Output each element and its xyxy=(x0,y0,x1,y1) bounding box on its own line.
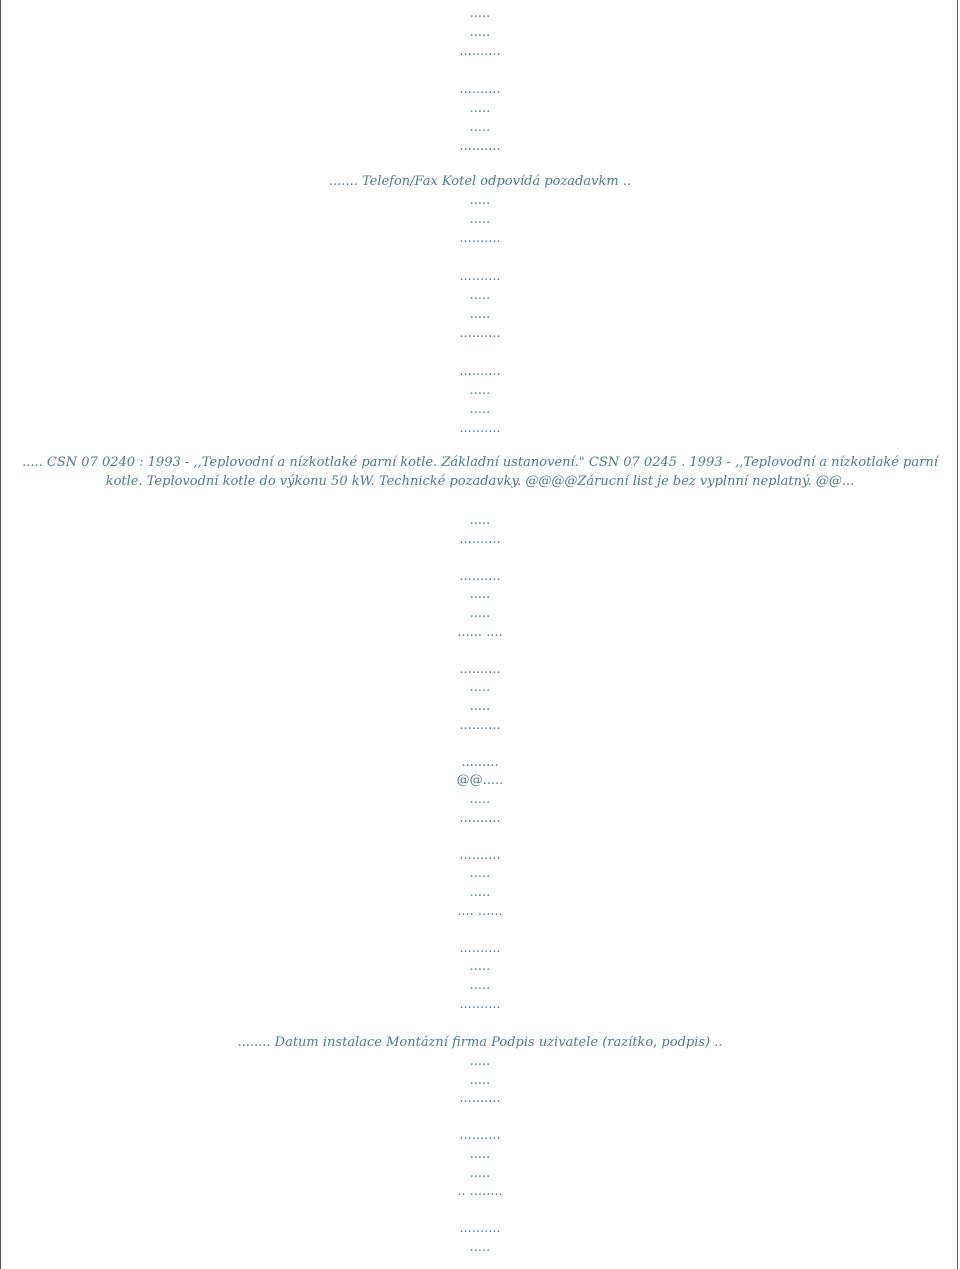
dot-line: ..... xyxy=(469,1054,491,1069)
dot-line: ..... xyxy=(469,885,491,900)
dot-line: .......... xyxy=(459,1221,501,1237)
dot-line: .......... xyxy=(459,568,501,584)
dot-line: ..... xyxy=(469,193,491,208)
dot-line: .. ........ xyxy=(457,1184,503,1200)
dot-line: ..... xyxy=(469,1147,491,1162)
dot-line: .......... xyxy=(459,810,501,826)
dot-line: ..... xyxy=(469,1240,491,1255)
dot-line: .......... xyxy=(459,44,501,59)
dot-line: @@..... xyxy=(456,773,504,789)
dot-line: ..... xyxy=(469,680,491,696)
dot-line: ..... xyxy=(469,978,491,993)
dot-line: ..... xyxy=(469,1072,491,1088)
dot-line: ...... .... xyxy=(457,624,503,640)
dot-line: ..... xyxy=(469,402,491,417)
dot-line: ..... xyxy=(469,101,491,116)
dot-line: ..... xyxy=(469,959,491,975)
dot-line: .......... xyxy=(459,82,501,97)
dot-line: ..... xyxy=(469,120,491,135)
dot-line: .......... xyxy=(459,269,501,284)
dot-line: .......... xyxy=(459,661,501,677)
dot-line: .......... xyxy=(459,940,501,956)
dot-line: ..... xyxy=(469,866,491,882)
telefon-fax-line: ....... Telefon/Fax Kotel odpovídá pozadavkm .. xyxy=(328,174,632,189)
dot-line: .......... xyxy=(459,231,501,246)
dot-line: ..... xyxy=(469,587,491,603)
dot-line: ..... xyxy=(469,699,491,714)
dot-line: ..... xyxy=(469,1165,491,1181)
dot-line: ..... xyxy=(469,383,491,398)
dot-line: .......... xyxy=(459,139,501,154)
datum-instalace-line: ........ Datum instalace Montázní firma Podpis uzivatele (razítko, podpis) .. xyxy=(237,1035,723,1050)
dot-line: .......... xyxy=(459,326,501,341)
dot-line: ..... xyxy=(469,288,491,303)
dot-line: .......... xyxy=(459,364,501,379)
dot-line: ..... xyxy=(469,212,491,227)
dot-line: ..... xyxy=(469,606,491,621)
dot-line: ..... xyxy=(469,307,491,322)
dot-line: .......... xyxy=(459,717,501,733)
dot-line: ..... xyxy=(469,792,491,807)
dot-line: .......... xyxy=(459,1091,501,1107)
dot-line: .... ...... xyxy=(457,903,503,919)
dot-line: .......... xyxy=(459,996,501,1012)
dot-line: ..... xyxy=(469,25,491,40)
dot-line: ..... xyxy=(469,6,491,21)
dot-line: .......... xyxy=(459,1128,501,1144)
dot-line: ......... xyxy=(461,754,499,770)
dot-line: .......... xyxy=(459,847,501,863)
dot-line: ..... xyxy=(469,513,491,528)
dot-line: .......... xyxy=(459,531,501,547)
csn-standards-paragraph: ..... CSN 07 0240 : 1993 - ,,Teplovodní a nízkotlaké parní kotle. Základní ustanovení." CSN 07 0245 . 1993 - ,,Teplovodní a nízkotlaké parní kotle. Teplovodní kotle do výkonu 50 kW. Technické pozadavky. @@@@Zárucní list je bez vyplnní neplatný. @@... xyxy=(22,455,938,489)
dot-line: .......... xyxy=(459,421,501,436)
